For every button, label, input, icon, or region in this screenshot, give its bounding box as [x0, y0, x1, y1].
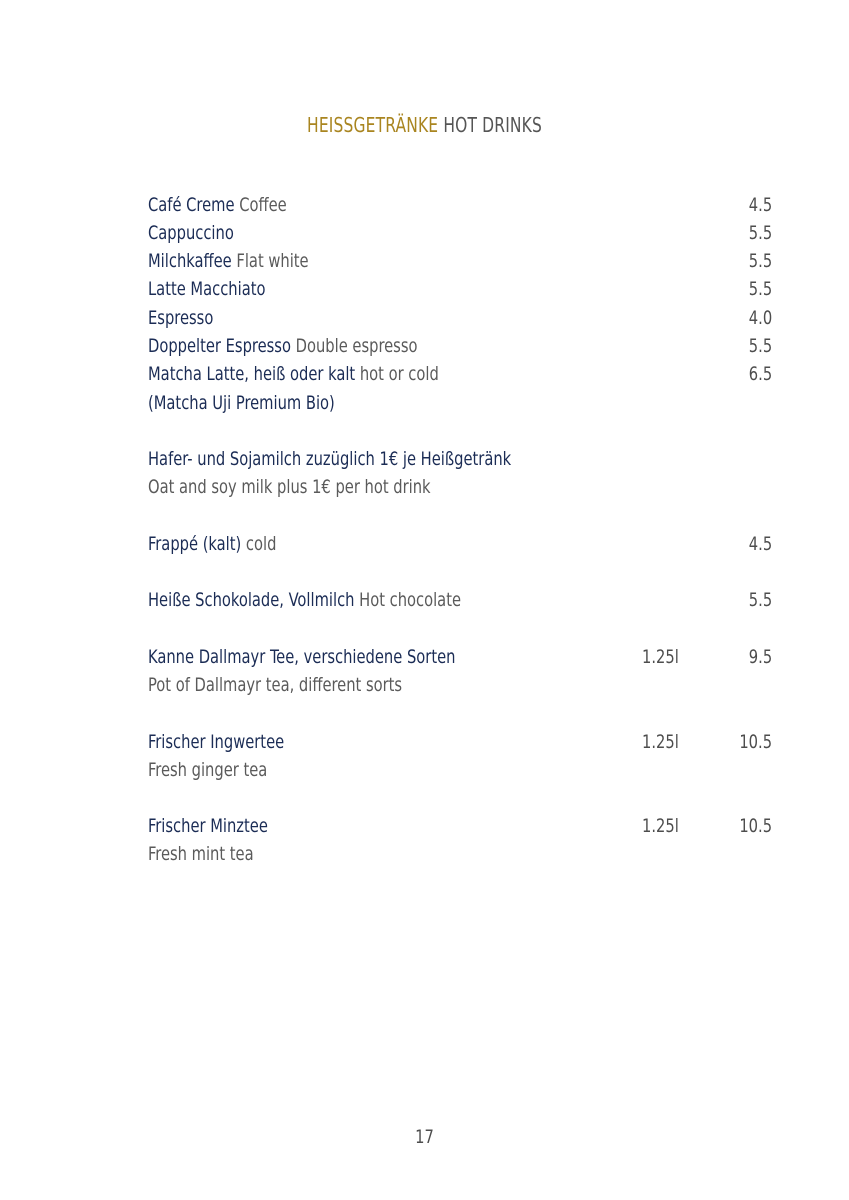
milk-note-de: Hafer- und Sojamilch zuzüglich 1€ je Heißgetränk: [148, 448, 512, 470]
menu-item: [148, 275, 772, 303]
item-size: 1.25l: [642, 646, 679, 668]
item-price: 5.5: [748, 222, 772, 244]
item-price: 5.5: [748, 250, 772, 272]
menu-item-chocolate: [148, 586, 772, 614]
item-price: 5.5: [748, 278, 772, 300]
item-name-de: Espresso: [148, 307, 214, 329]
item-name-en: Fresh ginger tea: [148, 759, 268, 781]
item-name-de: Latte Macchiato: [148, 278, 266, 300]
item-size: 1.25l: [642, 731, 679, 753]
menu-item: [148, 247, 772, 275]
item-price: 10.5: [739, 731, 772, 753]
menu-item-mint-tea-en: [148, 840, 772, 868]
item-name-de: Frischer Ingwertee: [148, 731, 285, 753]
item-name-en: Flat white: [236, 250, 309, 272]
menu-item-tea: [148, 643, 772, 671]
title-english: HOT DRINKS: [443, 113, 542, 137]
item-name-de: Heiße Schokolade, Vollmilch: [148, 589, 355, 611]
menu-item: [148, 360, 772, 388]
menu-item-ginger-tea: [148, 728, 772, 756]
item-name-en: hot or cold: [359, 363, 439, 385]
item-price: 9.5: [748, 646, 772, 668]
item-price: 4.5: [748, 194, 772, 216]
menu-item: [148, 191, 772, 219]
item-name-de: Milchkaffee: [148, 250, 232, 272]
menu-item-tea-en: [148, 671, 772, 699]
item-name-en: Double espresso: [295, 335, 418, 357]
page-title: [59, 113, 789, 137]
milk-note-en: Oat and soy milk plus 1€ per hot drink: [148, 476, 431, 498]
item-name-de: Café Creme: [148, 194, 235, 216]
item-name-en: Hot chocolate: [359, 589, 462, 611]
item-price: 10.5: [739, 815, 772, 837]
menu-item: [148, 219, 772, 247]
item-price: 5.5: [748, 335, 772, 357]
item-size: 1.25l: [642, 815, 679, 837]
menu-item: [148, 332, 772, 360]
item-name-de: Frappé (kalt): [148, 533, 242, 555]
item-name-en: Pot of Dallmayr tea, different sorts: [148, 674, 403, 696]
item-price: 5.5: [748, 589, 772, 611]
menu-item: [148, 304, 772, 332]
item-name-en: Fresh mint tea: [148, 843, 254, 865]
item-price: 4.5: [748, 533, 772, 555]
menu-item-note: [148, 389, 772, 417]
title-german: HEISSGETRÄNKE: [307, 113, 439, 137]
item-name-de: (Matcha Uji Premium Bio): [148, 392, 335, 414]
item-name-de: Frischer Minztee: [148, 815, 268, 837]
item-name-en: Coffee: [239, 194, 287, 216]
item-name-de: Matcha Latte, heiß oder kalt: [148, 363, 356, 385]
item-name-en: cold: [245, 533, 277, 555]
item-name-de: Doppelter Espresso: [148, 335, 291, 357]
item-name-de: Cappuccino: [148, 222, 234, 244]
item-price: 4.0: [748, 307, 772, 329]
item-price: 6.5: [748, 363, 772, 385]
menu-item-mint-tea: [148, 812, 772, 840]
menu-item-frappe: [148, 530, 772, 558]
menu-item-ginger-tea-en: [148, 756, 772, 784]
item-name-de: Kanne Dallmayr Tee, verschiedene Sorten: [148, 646, 456, 668]
page-number: 17: [415, 1126, 434, 1148]
